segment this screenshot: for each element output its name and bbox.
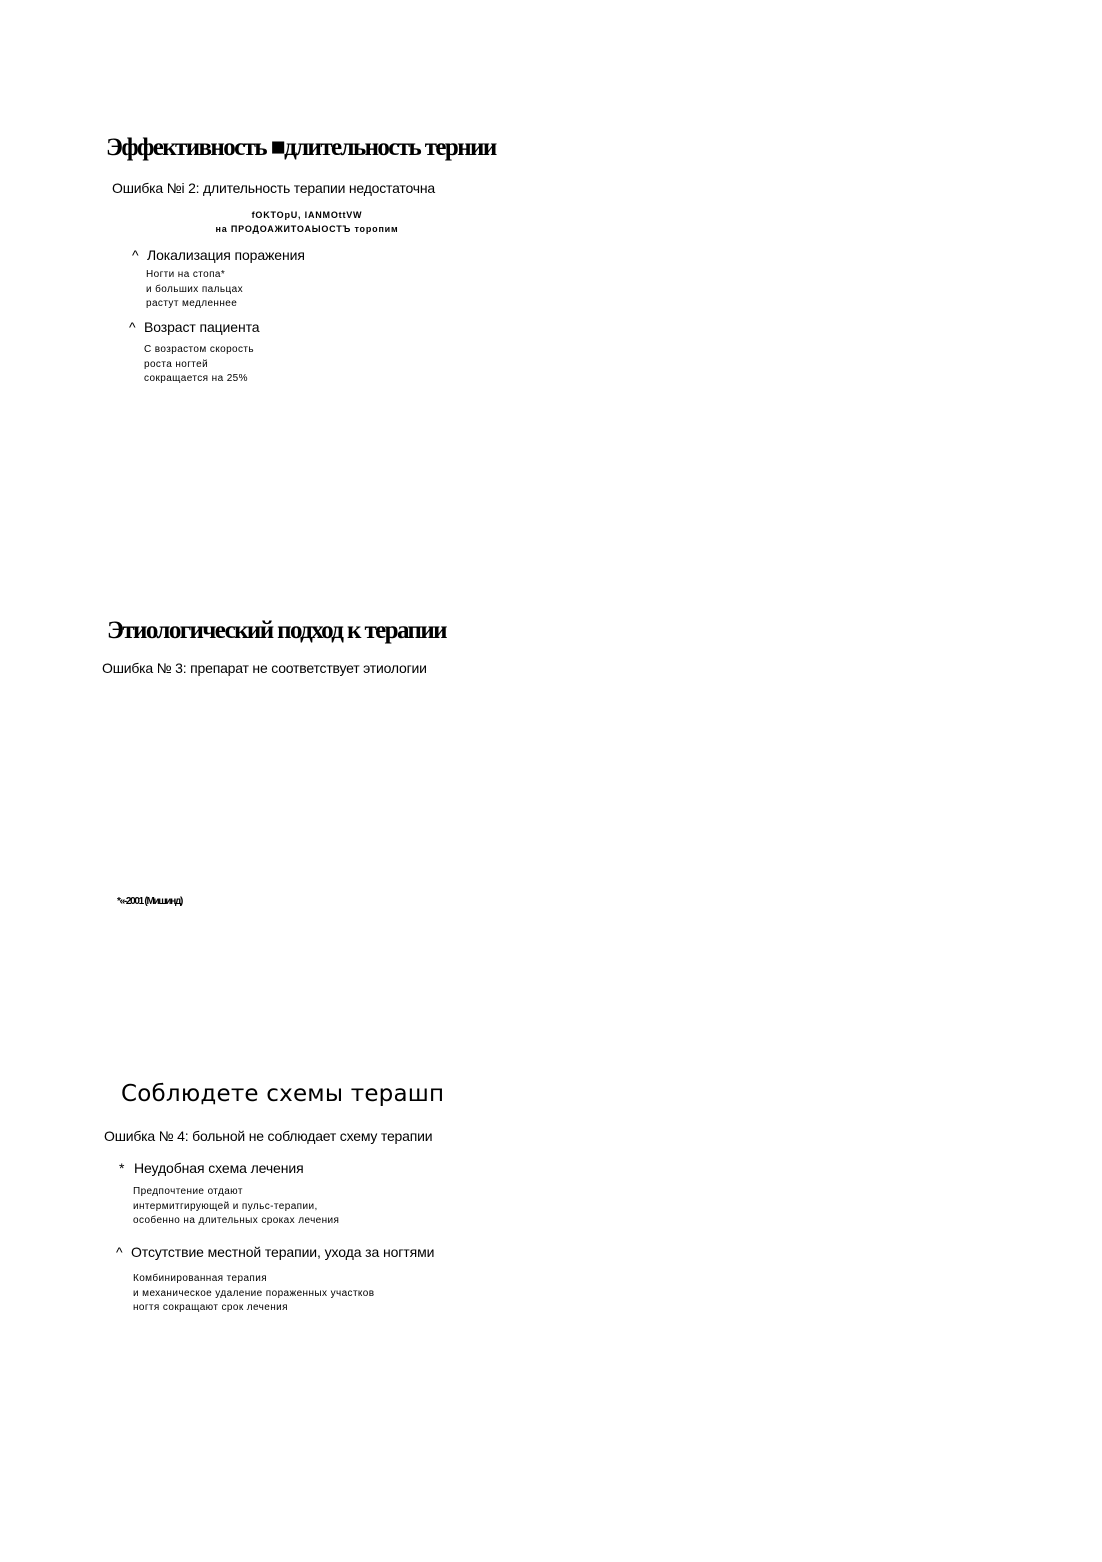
factor-label: Возраст пациента: [144, 319, 260, 335]
detail-line: интермитгирующей и пульс-терапии,: [133, 1200, 318, 1212]
caret-bullet-icon: ^: [129, 319, 136, 335]
section-1-note-line-2: на ПРОДОАЖИТОАЫОСТЪ торопим: [215, 224, 399, 234]
section-2-footnote: *«-2001 (Мишинд): [117, 896, 183, 907]
factor-label: Локализация поражения: [147, 247, 305, 263]
section-3-title: Соблюдете схемы терашп: [121, 1081, 445, 1107]
section-2-subtitle: Ошибка № 3: препарат не соответствует этиологии: [102, 660, 427, 676]
factor-no-local-therapy-detail: [133, 1272, 374, 1316]
detail-line: сокращается на 25%: [144, 373, 248, 384]
detail-line: Предпочтение отдают: [133, 1186, 243, 1197]
detail-line: роста ногтей: [144, 358, 209, 370]
detail-line: растут медленнее: [146, 298, 238, 309]
section-3-subtitle: Ошибка № 4: больной не соблюдает схему терапии: [104, 1128, 433, 1144]
section-2-title: Этиологический подход к терапии: [107, 617, 446, 644]
section-1-note: [157, 208, 457, 236]
detail-line: Ногти на стопа*: [146, 269, 226, 280]
detail-line: и больших пальцах: [146, 283, 243, 295]
detail-line: ногтя сокращают срок лечения: [133, 1302, 288, 1313]
factor-age-detail: [144, 343, 254, 387]
detail-line: С возрастом скорость: [144, 344, 255, 355]
detail-line: особенно на длительных сроках лечения: [133, 1215, 340, 1226]
factor-inconvenient-regimen-detail: [133, 1185, 339, 1229]
factor-label: Отсутствие местной терапии, ухода за ногтями: [131, 1244, 435, 1260]
section-1-note-line-1: fOKTOpU, lANMOttVW: [251, 210, 363, 220]
detail-line: Комбинированная терапия: [133, 1273, 268, 1284]
caret-bullet-icon: ^: [132, 247, 139, 263]
factor-inconvenient-regimen: [119, 1160, 304, 1176]
asterisk-bullet-icon: *: [119, 1160, 125, 1176]
factor-localization-detail: [146, 268, 243, 312]
section-1-title: Эффективность ■длительность тернии: [106, 134, 496, 161]
factor-no-local-therapy: [116, 1244, 434, 1260]
factor-label: Неудобная схема лечения: [134, 1160, 304, 1176]
detail-line: и механическое удаление пораженных участков: [133, 1287, 375, 1299]
section-1-subtitle: Ошибка №i 2: длительность терапии недостаточна: [112, 180, 435, 196]
factor-localization: [132, 247, 305, 263]
caret-bullet-icon: ^: [116, 1244, 123, 1260]
factor-age: [129, 319, 259, 335]
